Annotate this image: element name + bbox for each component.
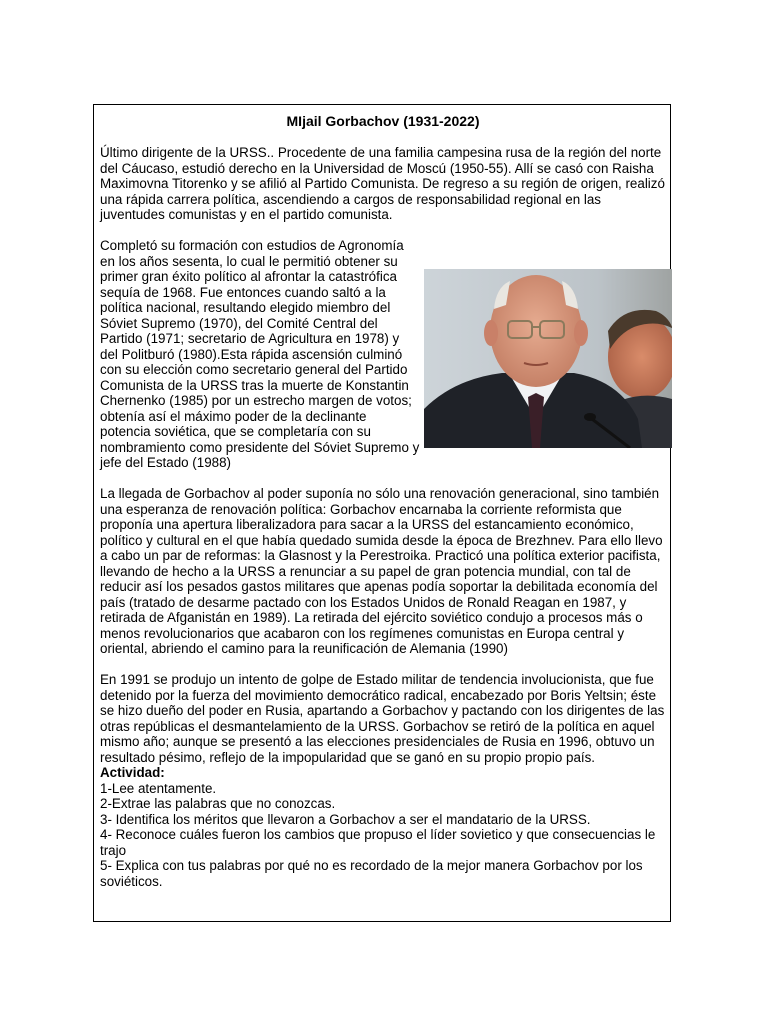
gorbachev-photo [424, 269, 672, 448]
paragraph-2-text: Completó su formación con estudios de Agronomía en los años sesenta, lo cual le permitió obtener su primer gran éxito político al afrontar la catastrófica sequía de 1968. Fue entonces cuando saltó a la política nacional, resultando elegido miembro del Sóviet Supremo (1970), del Comité Central del Partido (1971; secretario de Agricultura en 1978) y del Politburó (1980).Esta rápida ascensión culminó con su elección como secretario general del Partido Comunista de la URSS tras la muerte de Konstantin Chernenko (1985) por un estrecho margen de votos; obtenía así el máximo poder de la declinante potencia soviética, que se completaría con su nombramiento como presidente del Sóviet Supremo y jefe del Estado (1988) [100, 238, 420, 470]
document-title: MIjail Gorbachov (1931-2022) [286, 113, 480, 129]
activity-item: 2-Extrae las palabras que no conozcas. [100, 796, 336, 811]
document-frame [93, 104, 671, 922]
activity-section [100, 765, 666, 889]
activity-item: 4- Reconoce cuáles fueron los cambios que propuso el líder sovietico y que consecuencias le trajo [100, 827, 656, 858]
paragraph-1: Último dirigente de la URSS.. Procedente de una familia campesina rusa de la región del norte del Cáucaso, estudió derecho en la Universidad de Moscú (1950-55). Allí se casó con Raisha Maximovna Titorenko y se afilió al Partido Comunista. De regreso a su región de origen, realizó una rápida carrera política, ascendiendo a cargos de responsabilidad regional en las juventudes comunistas y en el partido comunista. [100, 145, 665, 222]
portrait-illustration [424, 269, 672, 448]
paragraph-4: En 1991 se produjo un intento de golpe de Estado militar de tendencia involucionista, que fue detenido por la fuerza del movimiento democrático radical, encabezado por Boris Yeltsin; éste se hizo dueño del poder en Rusia, apartando a Gorbachov y pactando con los dirigentes de las otras repúblicas el desmantelamiento de la URSS. Gorbachov se retiró de la política en aquel mismo año; aunque se presentó a las elecciones presidenciales de Rusia en 1996, obtuvo un resultado pésimo, reflejo de la impopularidad que se ganó en su propio propio país. [100, 672, 665, 765]
activity-item: 3- Identifica los méritos que llevaron a Gorbachov a ser el mandatario de la URSS. [100, 811, 591, 827]
activity-item: 1-Lee atentamente. [100, 780, 217, 796]
document-body [100, 145, 666, 889]
paragraph-3: La llegada de Gorbachov al poder suponía no sólo una renovación generacional, sino también una esperanza de renovación política: Gorbachov encarnaba la corriente reformista que proponía una apertura liberalizadora para sacar a la URSS del estancamiento económico, político y cultural en el que había quedado sumida desde la época de Brezhnev. Para ello llevo a cabo un par de reformas: la Glasnost y la Perestroika. Practicó una política exterior pacifista, llevando de hecho a la URSS a renunciar a su papel de gran potencia mundial, con tal de reducir así los pesados gastos militares que apenas podía soportar la debilitada economía del país (tratado de desarme pactado con los Estados Unidos de Ronald Reagan en 1987, y retirada de Afganistán en 1989). La retirada del ejército soviético condujo a procesos más o menos revolucionarios que acabaron con los regímenes comunistas en Europa central y oriental, abriendo el camino para la reunificación de Alemania (1990) [100, 486, 663, 656]
activity-item: 5- Explica con tus palabras por qué no es recordado de la mejor manera Gorbachov por los soviéticos. [100, 858, 643, 889]
paragraph-2 [100, 238, 666, 471]
activity-heading: Actividad: [100, 765, 165, 780]
